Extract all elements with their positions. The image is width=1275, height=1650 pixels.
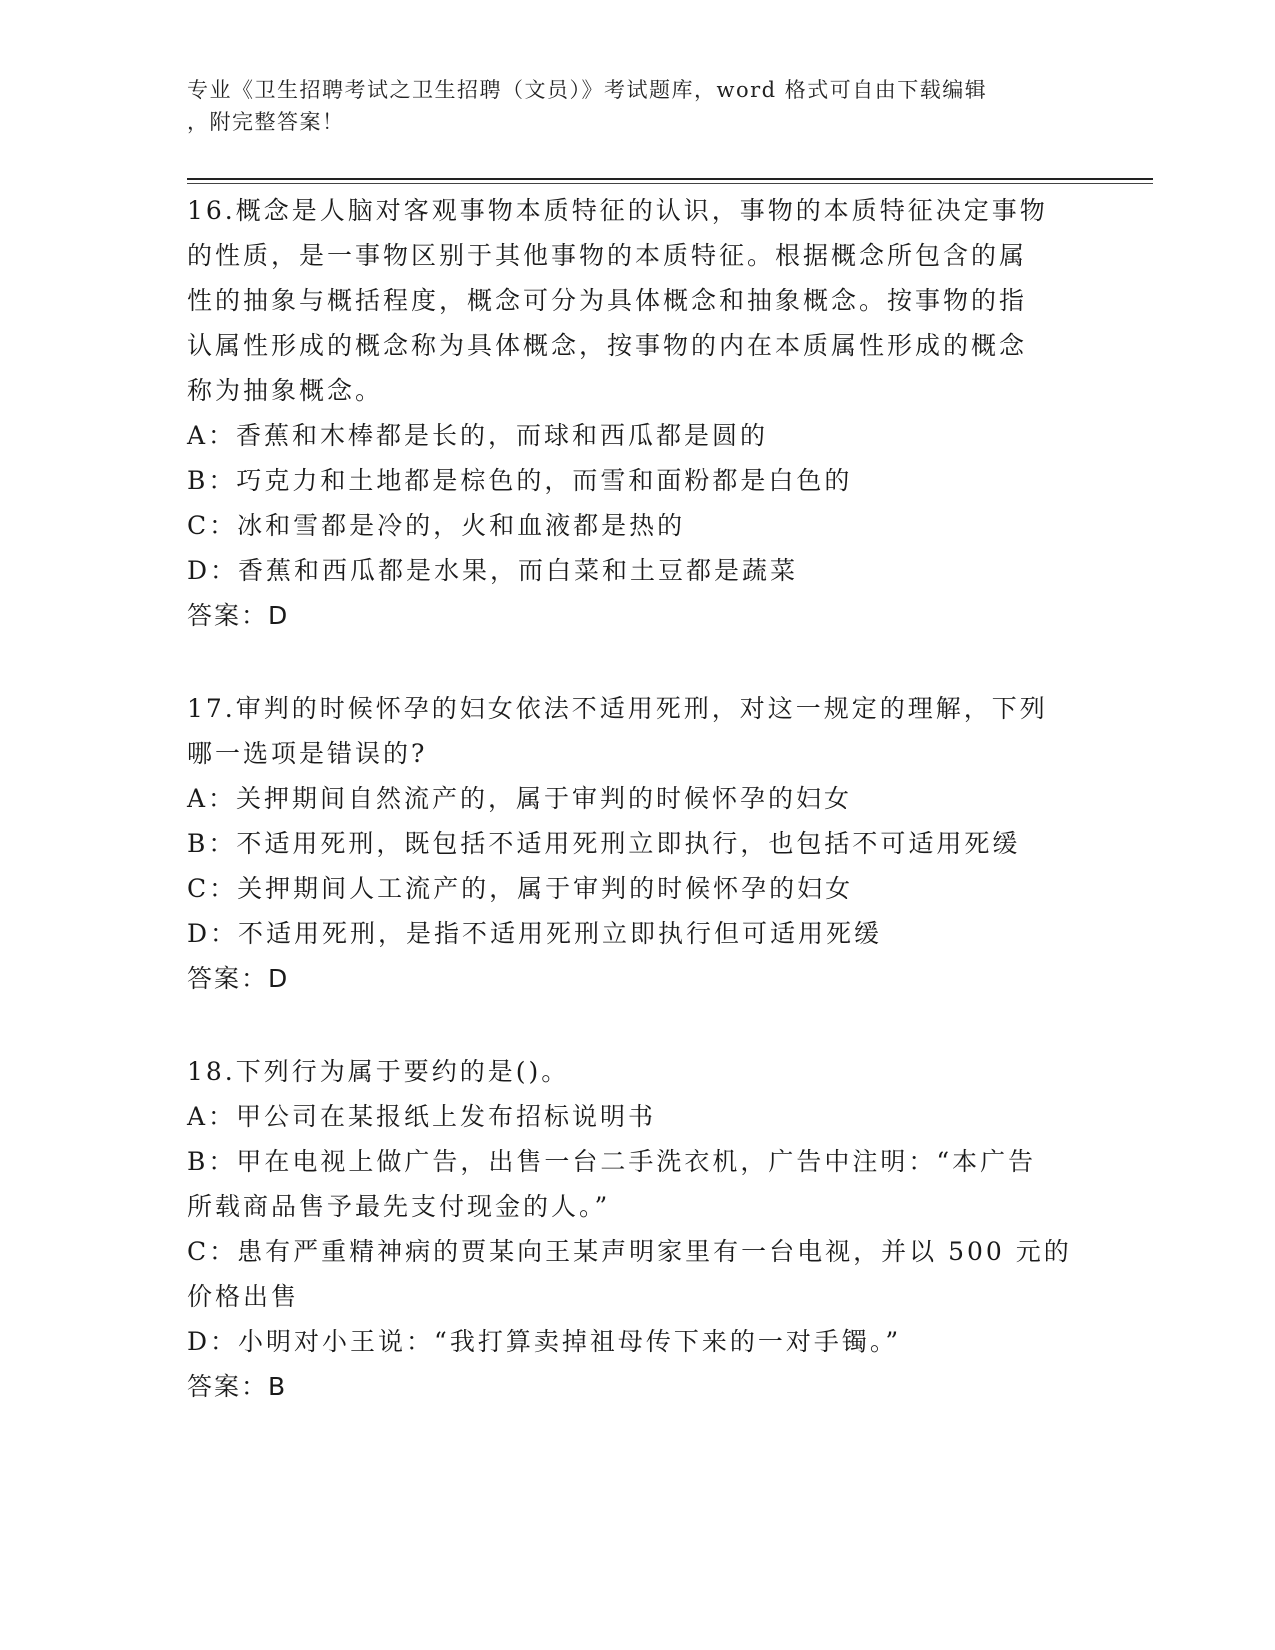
question-line: 的性质，是一事物区别于其他事物的本质特征。根据概念所包含的属 bbox=[187, 241, 1028, 270]
answer: 答案：D bbox=[187, 601, 290, 630]
header-title-line-2: ，附完整答案！ bbox=[187, 110, 345, 134]
document-header bbox=[187, 74, 1067, 138]
answer: 答案：B bbox=[187, 1372, 288, 1401]
header-rule-thin bbox=[187, 183, 1153, 184]
question-text: 概念是人脑对客观事物本质特征的认识，事物的本质特征决定事物 bbox=[235, 196, 1048, 225]
answer: 答案：D bbox=[187, 964, 290, 993]
option-a: A：香蕉和木棒都是长的，而球和西瓜都是圆的 bbox=[187, 421, 769, 450]
option-c-continued: 价格出售 bbox=[187, 1282, 300, 1311]
option-b: B：不适用死刑，既包括不适用死刑立即执行，也包括不可适用死缓 bbox=[187, 829, 1021, 858]
question-line: 哪一选项是错误的? bbox=[187, 739, 428, 768]
option-a: A：甲公司在某报纸上发布招标说明书 bbox=[187, 1102, 657, 1131]
question-18 bbox=[187, 1049, 1087, 1409]
option-c: C：关押期间人工流产的，属于审判的时候怀孕的妇女 bbox=[187, 874, 854, 903]
questions-list bbox=[187, 188, 1087, 1457]
option-b: B：甲在电视上做广告，出售一台二手洗衣机，广告中注明：“本广告 bbox=[187, 1147, 1037, 1176]
question-text: 下列行为属于要约的是()。 bbox=[235, 1057, 570, 1086]
option-d: D：小明对小王说：“我打算卖掉祖母传下来的一对手镯。” bbox=[187, 1327, 902, 1356]
question-line bbox=[187, 1049, 1087, 1094]
option-d: D：香蕉和西瓜都是水果，而白菜和土豆都是蔬菜 bbox=[187, 556, 799, 585]
option-d: D：不适用死刑，是指不适用死刑立即执行但可适用死缓 bbox=[187, 919, 883, 948]
question-number: 18. bbox=[187, 1057, 236, 1086]
question-line bbox=[187, 188, 1087, 233]
header-rule-thick bbox=[187, 178, 1153, 180]
header-title-line-1: 专业《卫生招聘考试之卫生招聘（文员）》考试题库，word 格式可自由下载编辑 bbox=[187, 78, 988, 102]
question-16 bbox=[187, 188, 1087, 638]
question-number: 17. bbox=[187, 694, 236, 723]
question-number: 16. bbox=[187, 196, 236, 225]
question-17 bbox=[187, 686, 1087, 1001]
question-text: 审判的时候怀孕的妇女依法不适用死刑，对这一规定的理解，下列 bbox=[235, 694, 1048, 723]
option-c: C：冰和雪都是冷的，火和血液都是热的 bbox=[187, 511, 686, 540]
option-b-continued: 所载商品售予最先支付现金的人。” bbox=[187, 1192, 611, 1221]
option-c: C：患有严重精神病的贾某向王某声明家里有一台电视，并以 500 元的 bbox=[187, 1237, 1072, 1266]
question-line: 认属性形成的概念称为具体概念，按事物的内在本质属性形成的概念 bbox=[187, 331, 1028, 360]
question-line: 性的抽象与概括程度，概念可分为具体概念和抽象概念。按事物的指 bbox=[187, 286, 1028, 315]
option-a: A：关押期间自然流产的，属于审判的时候怀孕的妇女 bbox=[187, 784, 853, 813]
option-b: B：巧克力和土地都是棕色的，而雪和面粉都是白色的 bbox=[187, 466, 853, 495]
question-line: 称为抽象概念。 bbox=[187, 376, 384, 405]
question-line bbox=[187, 686, 1087, 731]
